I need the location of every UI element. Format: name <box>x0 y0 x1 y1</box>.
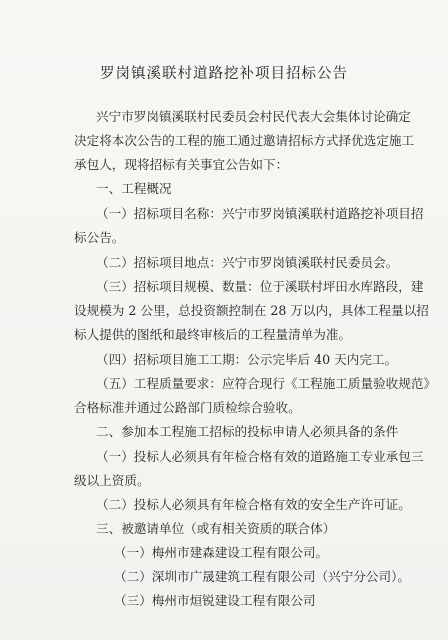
list-item: （三）梅州市烜锐建设工程有限公司 <box>114 593 316 608</box>
paragraph-line: 标人提供的图纸和最终审核后的工程量清单为准。 <box>74 327 352 342</box>
paragraph-line: （二）招标项目地点：兴宁市罗岗镇溪联村民委员会。 <box>96 255 399 270</box>
section-heading: 三、被邀请单位（或有相关资质的联合体） <box>96 521 336 536</box>
paragraph-line: （四）招标项目施工工期：公示完毕后 40 天内完工。 <box>96 352 398 367</box>
section-heading: 二、参加本工程施工招标的投标申请人必须具备的条件 <box>96 424 399 439</box>
paragraph-line: （一）招标项目名称：兴宁市罗岗镇溪联村道路挖补项目招 <box>96 206 424 221</box>
paragraph-line: （五）工程质量要求：应符合现行《工程施工质量验收规范》 <box>96 376 437 391</box>
paragraph-line: （一）投标人必须具有年检合格有效的道路施工专业承包三 <box>96 449 424 464</box>
paragraph-line: 承包人，现将招标有关事宜公告如下： <box>74 157 289 172</box>
paragraph-line: 设规模为 2 公里，总投资额控制在 28 万以内，具体工程量以招 <box>74 303 429 318</box>
paragraph-line: 决定将本次公告的工程的施工通过邀请招标方式择优选定施工 <box>74 133 415 148</box>
section-heading: 一、工程概况 <box>96 181 172 196</box>
document-title: 罗岗镇溪联村道路挖补项目招标公告 <box>100 66 348 82</box>
paragraph-line: 兴宁市罗岗镇溪联村民委员会村民代表大会集体讨论确定 <box>96 109 411 124</box>
list-item: （二）深圳市广晟建筑工程有限公司（兴宁分公司）。 <box>114 569 410 584</box>
paragraph-line: 标公告。 <box>74 230 125 245</box>
paragraph-line: 级以上资质。 <box>74 473 150 488</box>
paragraph-line: （三）招标项目规模、数量：位于溪联村坪田水库路段，建 <box>96 279 424 294</box>
paragraph-line: （二）投标人必须具有年检合格有效的安全生产许可证。 <box>96 497 411 512</box>
list-item: （一）梅州市建森建设工程有限公司。 <box>114 545 329 560</box>
paragraph-line: 合格标准并通过公路部门质检综合验收。 <box>74 400 301 415</box>
